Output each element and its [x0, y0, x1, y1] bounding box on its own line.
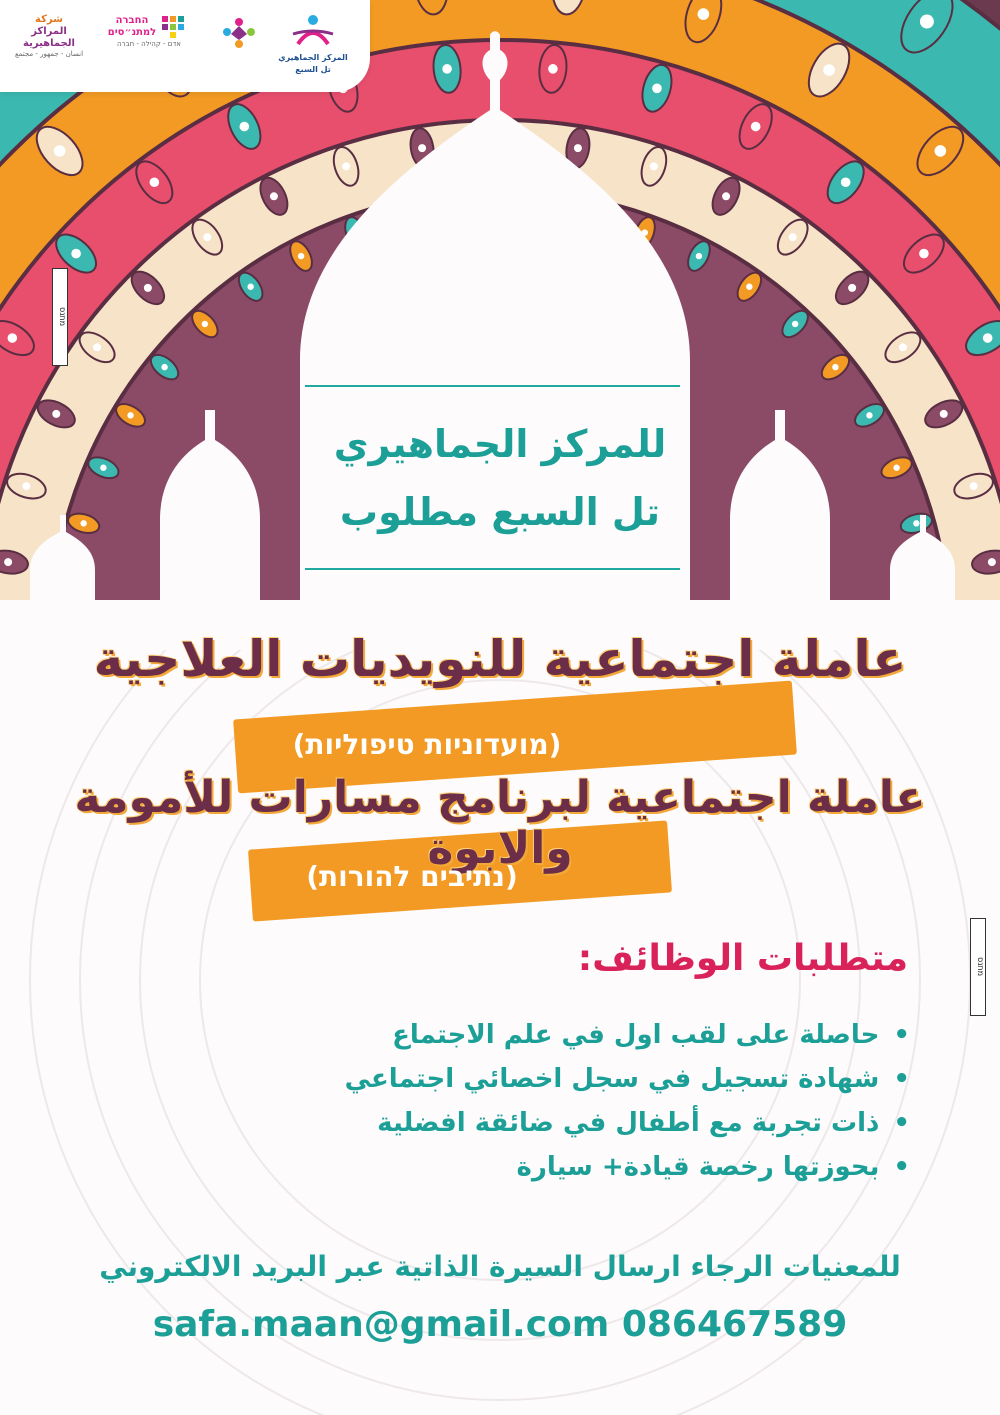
header-line-1: للمركز الجماهيري — [333, 422, 667, 466]
contact-email-phone[interactable]: safa.maan@gmail.com 086467589 — [152, 1304, 848, 1345]
logo-strip — [0, 0, 370, 92]
list-item: •ذات تجربة مع أطفال في ضائقة افضلية — [377, 1108, 910, 1138]
position-2-title: عاملة اجتماعية لبرنامج مسارات للأمومة والابوة — [74, 772, 926, 874]
header-line-2: تل السبع مطلوب — [339, 490, 661, 534]
side-tag-left: מתנס — [52, 268, 68, 366]
dancer-icon — [288, 14, 338, 48]
position-1-ribbon: (מועדוניות טיפוליות) — [292, 728, 562, 761]
people-star-icon — [219, 14, 259, 54]
list-item: •شهادة تسجيل في سجل اخصائي اجتماعي — [344, 1064, 910, 1094]
list-item: •حاصلة على لقب اول في علم الاجتماع — [392, 1020, 910, 1050]
matnasim-logo: החברה למתנ״סים אדם - קהילה - חברה — [96, 14, 202, 74]
list-item: •بحوزتها رخصة قيادة+ سيارة — [516, 1152, 910, 1182]
requirements-title: متطلبات الوظائف: — [577, 938, 908, 979]
community-centers-company-logo: شركة المراكز الجماهيرية انسان - جمهور - مجتمع — [14, 14, 84, 58]
bottom-divider — [305, 568, 680, 570]
top-divider — [305, 385, 680, 387]
position-1-title: عاملة اجتماعية للنويديات العلاجية — [93, 630, 907, 688]
colorful-dots-icon — [160, 14, 190, 40]
contact-instructions: للمعنيات الرجاء ارسال السيرة الذاتية عبر البريد الالكتروني — [99, 1250, 901, 1283]
ministry-logo — [214, 14, 264, 74]
position-2-ribbon: (נתיבים להורות) — [306, 860, 518, 893]
requirements-list — [290, 1013, 910, 1189]
side-tag-right: מתנס — [970, 918, 986, 1016]
tel-sheva-center-logo: المركز الجماهيري تل السبع — [272, 14, 354, 74]
